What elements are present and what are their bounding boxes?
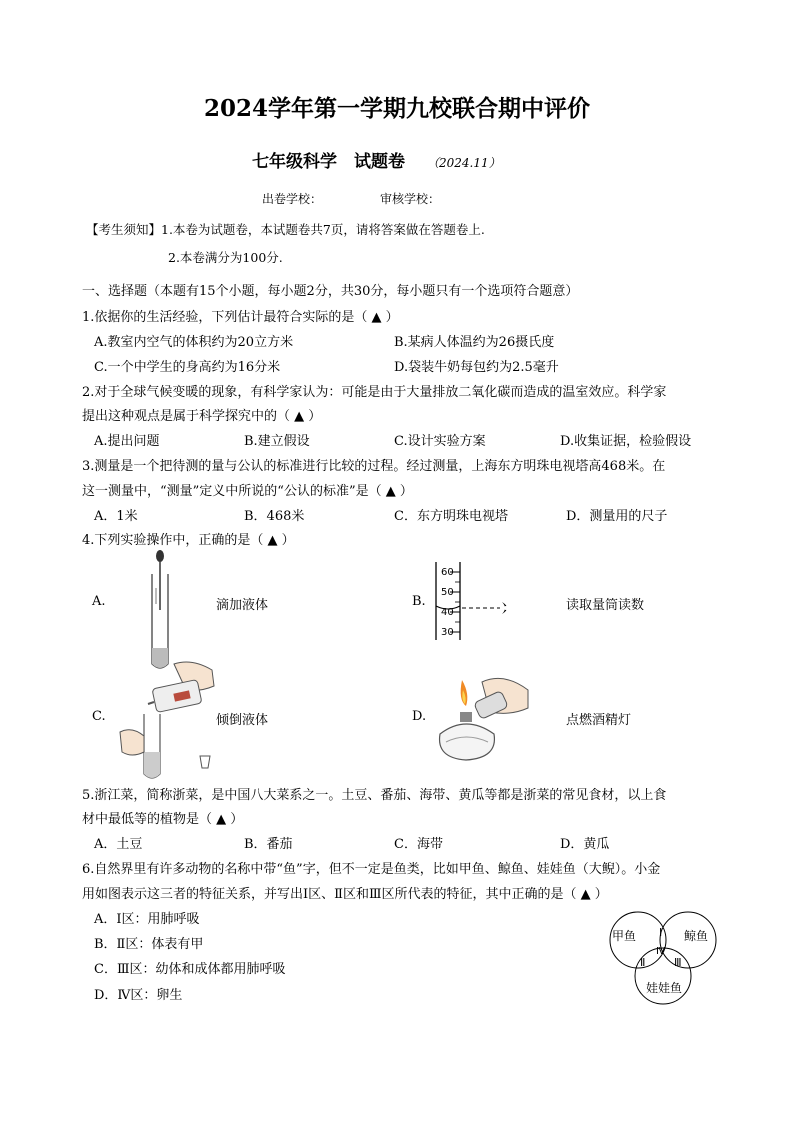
tick-label-60: 60 xyxy=(441,567,454,578)
q3-option-a: A．1米 xyxy=(94,509,138,524)
q2-option-d: D.收集证据，检验假设 xyxy=(560,434,692,449)
q6-option-c: C．Ⅲ区：幼体和成体都用肺呼吸 xyxy=(94,962,286,977)
q4-option-c-caption: 倾倒液体 xyxy=(216,713,269,728)
q1-option-c: C.一个中学生的身高约为16分米 xyxy=(94,360,281,375)
q5-option-d: D．黄瓜 xyxy=(560,837,610,852)
tick-label-40: 40 xyxy=(441,607,454,618)
exam-subtitle xyxy=(252,147,501,172)
q5-option-a: A．土豆 xyxy=(94,837,143,852)
notice-line-1: 【考生须知】1.本卷为试题卷，本试题卷共7页，请将答案做在答题卷上. xyxy=(86,222,485,237)
tick-label-30: 30 xyxy=(441,627,454,638)
q6-option-d: D．Ⅳ区：卵生 xyxy=(94,988,183,1003)
venn-region-4: Ⅳ xyxy=(656,946,666,957)
eye-pupil xyxy=(504,606,508,610)
q3-option-c: C．东方明珠电视塔 xyxy=(394,509,508,524)
bottle-mouth xyxy=(148,702,154,704)
page-title: 2024学年第一学期九校联合期中评价 xyxy=(203,95,590,122)
tick-label-50: 50 xyxy=(441,587,454,598)
q6-stem-line2: 用如图表示这三者的特征关系，并写出Ⅰ区、Ⅱ区和Ⅲ区所代表的特征，其中正确的是（ ▲ ） xyxy=(82,887,608,902)
q1-option-b: B.某病人体温约为26摄氏度 xyxy=(394,335,555,350)
venn-label-jingyu: 鲸鱼 xyxy=(684,929,709,943)
dropper-figure xyxy=(140,548,180,672)
q5-stem-line1: 5.浙江菜，简称浙菜，是中国八大菜系之一。土豆、番茄、海带、黄瓜等都是浙菜的常见食材，以上食 xyxy=(82,788,667,803)
q5-option-b: B．番茄 xyxy=(244,837,293,852)
q4-option-c-letter: C. xyxy=(92,709,106,724)
q5-option-c: C．海带 xyxy=(394,837,443,852)
q6-option-b: B．Ⅱ区：体表有甲 xyxy=(94,937,204,952)
q2-option-a: A.提出问题 xyxy=(94,434,160,449)
q4-option-d-caption: 点燃酒精灯 xyxy=(566,713,632,728)
q3-stem-line1: 3.测量是一个把待测的量与公认的标准进行比较的过程。经过测量，上海东方明珠电视塔高468米。在 xyxy=(82,459,666,474)
wick-holder xyxy=(460,712,472,722)
q4-option-d-letter: D. xyxy=(412,709,427,724)
venn-region-3: Ⅲ xyxy=(674,956,682,969)
school-info xyxy=(262,190,440,207)
section-heading: 一、选择题（本题有15个小题，每小题2分，共30分，每小题只有一个选项符合题意） xyxy=(82,284,579,299)
graduated-cylinder-figure xyxy=(432,560,522,642)
venn-region-2: Ⅱ xyxy=(640,956,646,969)
q4-option-b-letter: B. xyxy=(412,594,426,609)
alcohol-lamp-figure xyxy=(432,672,536,764)
exam-date: （2024.11） xyxy=(427,156,501,170)
venn-region-1: Ⅰ xyxy=(659,926,663,939)
q4-stem: 4.下列实验操作中，正确的是（ ▲ ） xyxy=(82,533,295,548)
dropper-bulb xyxy=(156,550,164,562)
q2-option-c: C.设计实验方案 xyxy=(394,434,486,449)
reviewer-school-label: 审核学校： xyxy=(380,192,441,206)
bottle-stopper xyxy=(200,756,210,768)
venn-label-wawayu: 娃娃鱼 xyxy=(646,981,683,995)
q2-option-b: B.建立假设 xyxy=(244,434,310,449)
pouring-figure xyxy=(114,656,224,780)
q2-stem-line1: 2.对于全球气候变暖的现象，有科学家认为：可能是由于大量排放二氧化碳而造成的温室效应。科学家 xyxy=(82,385,667,400)
q4-option-a-letter: A. xyxy=(92,594,106,609)
q2-stem-line2: 提出这种观点是属于科学探究中的（ ▲ ） xyxy=(82,409,322,424)
q6-option-a: A．Ⅰ区：用肺呼吸 xyxy=(94,912,200,927)
subtitle-text: 七年级科学 试题卷 xyxy=(252,152,405,172)
q3-stem-line2: 这一测量中，“测量”定义中所说的“公认的标准”是（ ▲ ） xyxy=(82,484,413,499)
q1-option-d: D.袋装牛奶每包约为2.5毫升 xyxy=(394,360,559,375)
q3-option-d: D．测量用的尺子 xyxy=(566,509,668,524)
q1-option-a: A.教室内空气的体积约为20立方米 xyxy=(94,335,294,350)
venn-label-jiayu: 甲鱼 xyxy=(612,929,637,943)
setter-school-label: 出卷学校： xyxy=(262,192,323,206)
q4-option-a-caption: 滴加液体 xyxy=(216,598,269,613)
q1-stem: 1.依据你的生活经验，下列估计最符合实际的是（ ▲ ） xyxy=(82,310,399,325)
q6-stem-line1: 6.自然界里有许多动物的名称中带“鱼”字，但不一定是鱼类，比如甲鱼、鲸鱼、娃娃鱼（大鲵）。小金 xyxy=(82,862,661,877)
q5-stem-line2: 材中最低等的植物是（ ▲ ） xyxy=(82,812,244,827)
notice-line-2: 2.本卷满分为100分. xyxy=(168,250,283,265)
lamp-body xyxy=(440,724,495,760)
tube-liquid-c xyxy=(144,752,160,778)
q4-option-b-caption: 读取量筒读数 xyxy=(566,598,645,613)
second-lamp xyxy=(474,691,509,720)
hand-bottom-icon xyxy=(120,730,144,755)
q3-option-b: B．468米 xyxy=(244,509,305,524)
venn-diagram xyxy=(606,908,722,1012)
